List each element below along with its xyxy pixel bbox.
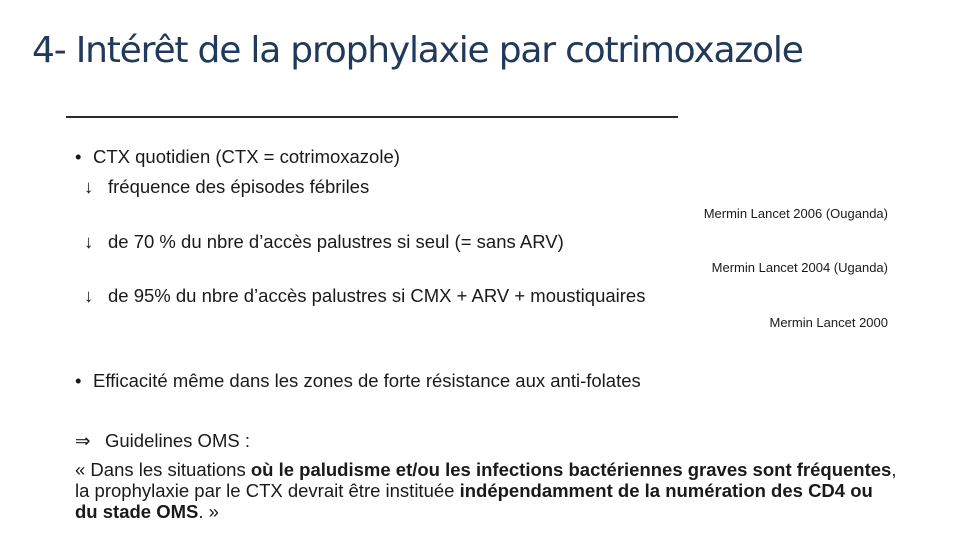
down-arrow-icon: ↓: [84, 176, 94, 197]
reference-2: Mermin Lancet 2004 (Uganda): [711, 260, 888, 275]
bullet-dot: •: [75, 146, 82, 167]
implies-arrow-icon: ⇒: [75, 430, 91, 451]
bullet-text: Efficacité même dans les zones de forte résistance aux anti-folates: [93, 370, 641, 391]
sub-bullet-text: de 70 % du nbre d’accès palustres si seul (= sans ARV): [108, 231, 564, 252]
down-arrow-icon: ↓: [84, 231, 94, 252]
guideline-label: Guidelines OMS :: [105, 430, 250, 451]
quote-emphasis: où le paludisme et/ou les infections bactériennes graves sont fréquentes: [250, 459, 892, 480]
guideline-heading: [75, 430, 250, 452]
sub-bullet-text: de 95% du nbre d’accès palustres si CMX + ARV + moustiquaires: [108, 285, 646, 306]
reference-3: Mermin Lancet 2000: [769, 315, 888, 330]
sub-bullet-70: [84, 231, 564, 253]
slide-title: 4- Intérêt de la prophylaxie par cotrimoxazole: [32, 30, 803, 71]
bullet-efficacy: [75, 370, 641, 392]
quote-part: . »: [198, 501, 219, 522]
title-underline: [66, 116, 678, 118]
sub-bullet-text: fréquence des épisodes fébriles: [108, 176, 370, 197]
quote-emphasis: indépendamment de la numération des CD4 ou du stade OMS: [75, 480, 873, 522]
bullet-ctx: [75, 146, 400, 168]
reference-1: Mermin Lancet 2006 (Ouganda): [703, 206, 888, 221]
sub-bullet-95: [84, 285, 645, 307]
quote-part: « Dans les situations: [75, 459, 251, 480]
who-quote: [75, 459, 900, 522]
sub-bullet-fever: [84, 176, 369, 198]
quote-part: , la prophylaxie par le CTX devrait être instituée: [75, 459, 897, 501]
bullet-text: CTX quotidien (CTX = cotrimoxazole): [93, 146, 400, 167]
bullet-dot: •: [75, 370, 82, 391]
down-arrow-icon: ↓: [84, 285, 94, 306]
